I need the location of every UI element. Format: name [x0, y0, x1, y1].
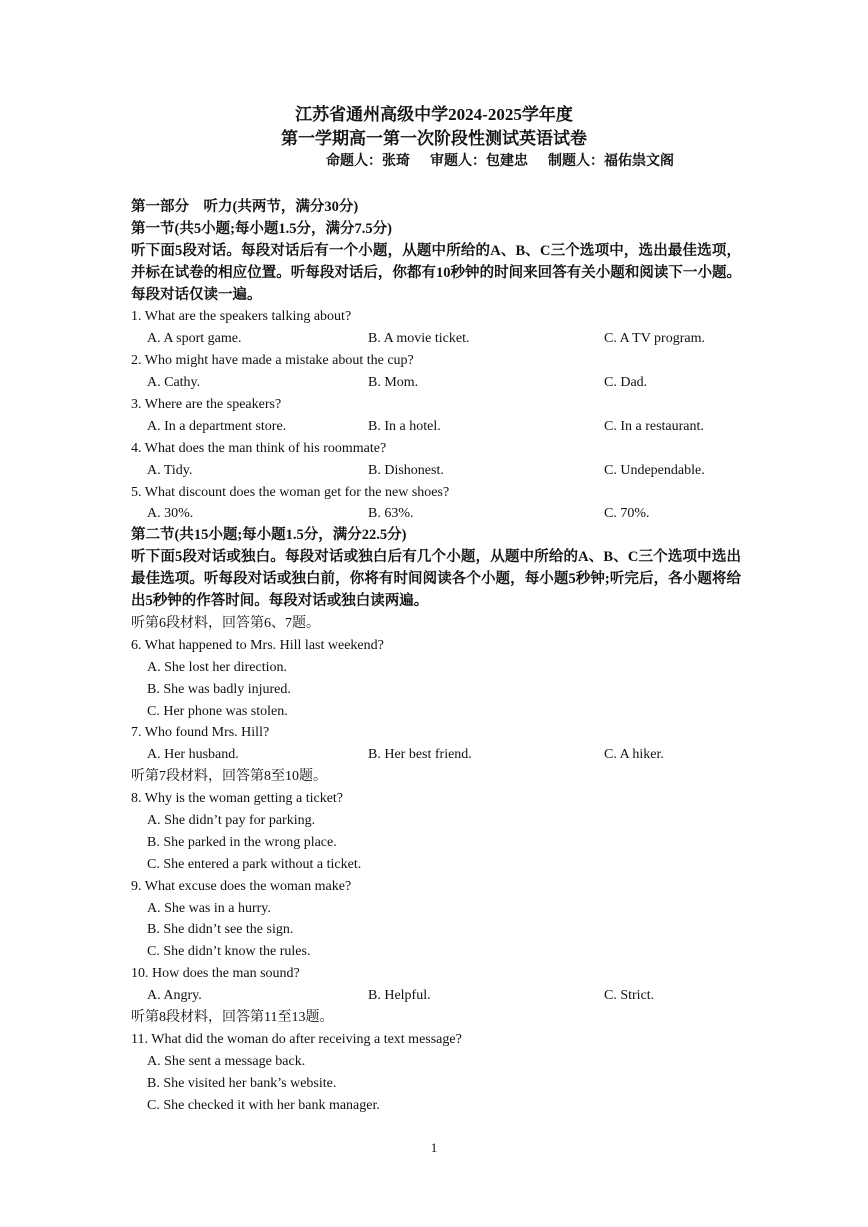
question-stem: 11. What did the woman do after receiving a text message? [131, 1031, 462, 1047]
question-stem: 6. What happened to Mrs. Hill last weekend? [131, 637, 384, 653]
option-a: A. 30%. [147, 506, 194, 522]
section2-instructions: 听下面5段对话或独白。每段对话或独白后有几个小题，从题中所给的A、B、C三个选项中选出最佳选项。听每段对话或独白前，你将有时间阅读各个小题，每小题5秒钟;听完后，各小题将给出5秒钟的作答时间。每段对话或独白读两遍。 [131, 549, 741, 610]
section1-heading: 第一节(共5小题;每小题1.5分，满分7.5分) [131, 220, 392, 237]
question-stem: 7. Who found Mrs. Hill? [131, 725, 270, 741]
authors-line [326, 152, 674, 172]
option-a: A. She was in a hurry. [147, 900, 271, 916]
section1-instructions: 听下面5段对话。每段对话后有一个小题，从题中所给的A、B、C三个选项中，选出最佳选项，并标在试卷的相应位置。听每段对话后，你都有10秒钟的时间来回答有关小题和阅读下一小题。每段对话仅读一遍。 [131, 242, 741, 303]
section2-heading: 第二节(共15小题;每小题1.5分，满分22.5分) [131, 527, 407, 544]
options-row [131, 328, 741, 350]
option-b: B. Dishonest. [368, 462, 444, 478]
option-c: C. She entered a park without a ticket. [147, 856, 362, 872]
option-a: A. She lost her direction. [147, 659, 287, 675]
option-c: C. A hiker. [604, 747, 664, 763]
material-note: 听第8段材料，回答第11至13题。 [131, 1009, 334, 1025]
question-stem: 10. How does the man sound? [131, 966, 300, 982]
exam-content [131, 197, 741, 1116]
option-a: A. She didn’t pay for parking. [147, 812, 316, 828]
page-number: 1 [430, 1140, 438, 1155]
option-a: A. Her husband. [147, 747, 239, 763]
exam-title-line1: 江苏省通州高级中学2024-2025学年度 [295, 105, 573, 124]
material-note: 听第6段材料，回答第6、7题。 [131, 615, 320, 631]
option-b: B. Helpful. [368, 988, 431, 1004]
option-c: C. In a restaurant. [604, 418, 704, 434]
option-c: C. She didn’t know the rules. [147, 944, 311, 960]
options-row [131, 744, 741, 766]
option-a: A. Angry. [147, 988, 202, 1004]
option-c: C. 70%. [604, 506, 650, 522]
question-stem: 5. What discount does the woman get for the new shoes? [131, 484, 450, 500]
exam-title-line2: 第一学期高一第一次阶段性测试英语试卷 [281, 129, 587, 148]
option-c: C. Her phone was stolen. [147, 703, 288, 719]
options-row [131, 372, 741, 394]
question-stem: 4. What does the man think of his roommate? [131, 440, 387, 456]
option-b: B. Her best friend. [368, 747, 472, 763]
option-a: A. In a department store. [147, 418, 287, 434]
option-c: C. Dad. [604, 375, 648, 391]
option-b: B. Mom. [368, 375, 419, 391]
option-b: B. She visited her bank’s website. [147, 1075, 337, 1091]
author-producer: 制题人：福佑祟文阁 [548, 154, 674, 169]
option-c: C. Strict. [604, 988, 655, 1004]
author-reviewer: 审题人：包建忠 [430, 154, 528, 169]
question-stem: 8. Why is the woman getting a ticket? [131, 791, 344, 807]
question-stem: 2. Who might have made a mistake about the cup? [131, 353, 414, 369]
options-row [131, 460, 741, 482]
options-row [131, 416, 741, 438]
author-composer: 命题人：张琦 [326, 154, 410, 169]
option-b: B. A movie ticket. [368, 331, 470, 347]
options-row [131, 985, 741, 1007]
option-b: B. She didn’t see the sign. [147, 922, 294, 938]
material-note: 听第7段材料，回答第8至10题。 [131, 769, 327, 785]
part1-heading: 第一部分 听力(共两节，满分30分) [131, 199, 359, 215]
option-a: A. Cathy. [147, 375, 201, 391]
option-c: C. A TV program. [604, 331, 705, 347]
option-b: B. In a hotel. [368, 418, 441, 434]
question-stem: 1. What are the speakers talking about? [131, 309, 352, 325]
option-c: C. Undependable. [604, 462, 705, 478]
option-a: A. She sent a message back. [147, 1053, 306, 1069]
question-stem: 9. What excuse does the woman make? [131, 878, 352, 894]
option-c: C. She checked it with her bank manager. [147, 1097, 380, 1113]
options-row [131, 503, 741, 525]
option-b: B. She parked in the wrong place. [147, 834, 337, 850]
question-stem: 3. Where are the speakers? [131, 397, 282, 413]
option-b: B. She was badly injured. [147, 681, 291, 697]
option-b: B. 63%. [368, 506, 414, 522]
option-a: A. A sport game. [147, 331, 242, 347]
option-a: A. Tidy. [147, 462, 193, 478]
